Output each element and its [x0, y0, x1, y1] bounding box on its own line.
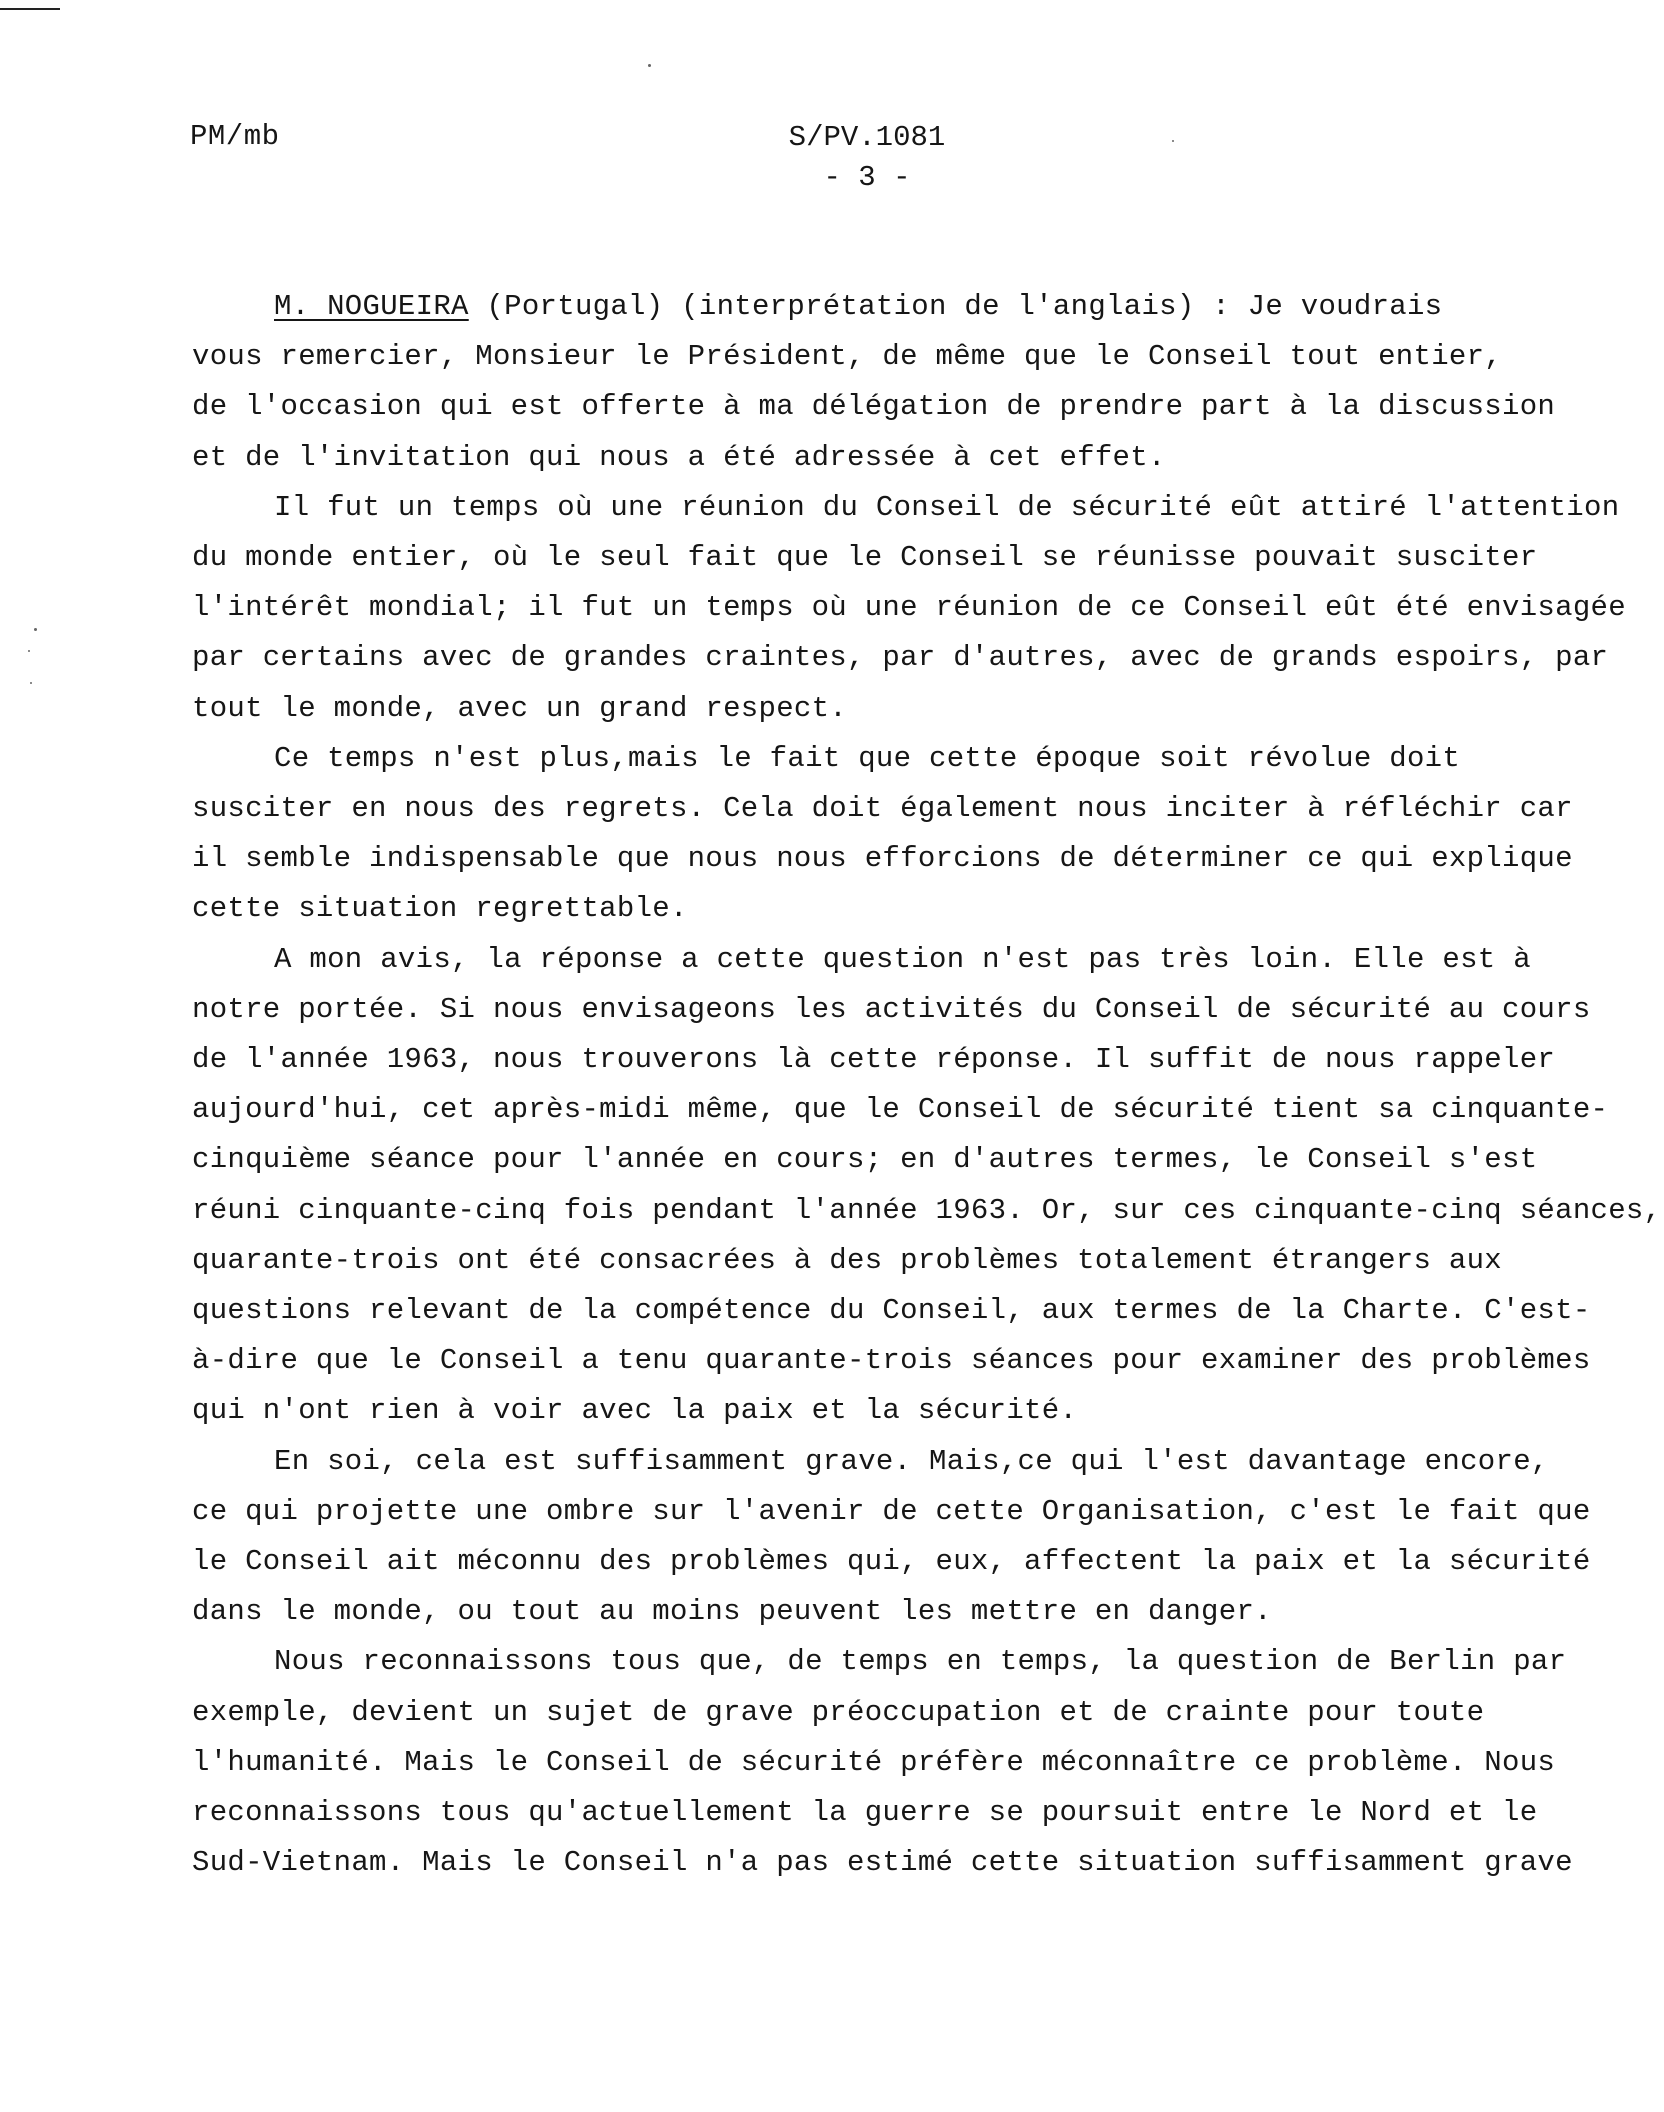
scan-speck: [34, 628, 37, 631]
paragraph-3: [192, 734, 1602, 935]
text-line: aujourd'hui, cet après-midi même, que le Conseil de sécurité tient sa cinquante-: [192, 1093, 1609, 1127]
text-line: dans le monde, ou tout au moins peuvent les mettre en danger.: [192, 1595, 1272, 1629]
text-line: Ce temps n'est plus,mais le fait que cette époque soit révolue doit: [274, 741, 1461, 775]
text-line: qui n'ont rien à voir avec la paix et la sécurité.: [192, 1394, 1078, 1428]
text-line: ce qui projette une ombre sur l'avenir de cette Organisation, c'est le fait que: [192, 1494, 1591, 1528]
speech-opening-line: [192, 282, 1602, 332]
text-line: par certains avec de grandes craintes, par d'autres, avec de grands espoirs, par: [192, 641, 1609, 675]
document-symbol: S/PV.1081: [788, 121, 946, 154]
text-line: cette situation regrettable.: [192, 892, 688, 926]
text-line: l'intérêt mondial; il fut un temps où une réunion de ce Conseil eût été envisagée: [192, 591, 1626, 625]
text-line: de l'occasion qui est offerte à ma délégation de prendre part à la discussion: [192, 390, 1556, 424]
paragraph-6: [192, 1637, 1602, 1888]
scan-speck: [28, 650, 30, 652]
text-line: vous remercier, Monsieur le Président, de même que le Conseil tout entier,: [192, 340, 1503, 374]
text-line: A mon avis, la réponse a cette question n'est pas très loin. Elle est à: [274, 942, 1531, 976]
paragraph-4: [192, 935, 1662, 1437]
text-line: Sud-Vietnam. Mais le Conseil n'a pas estimé cette situation suffisamment grave: [192, 1846, 1573, 1880]
text-line: tout le monde, avec un grand respect.: [192, 691, 848, 725]
text-line: reconnaissons tous qu'actuellement la guerre se poursuit entre le Nord et le: [192, 1796, 1538, 1830]
text-line: de l'année 1963, nous trouverons là cette réponse. Il suffit de nous rappeler: [192, 1043, 1556, 1077]
page-number: - 3 -: [823, 161, 911, 194]
document-header: [0, 118, 1664, 198]
scan-edge-mark: [0, 8, 60, 10]
text-line: questions relevant de la compétence du Conseil, aux termes de la Charte. C'est-: [192, 1294, 1591, 1328]
text-line: réuni cinquante-cinq fois pendant l'année 1963. Or, sur ces cinquante-cinq séances,: [192, 1193, 1662, 1227]
text-line: Il fut un temps où une réunion du Conseil de sécurité eût attiré l'attention: [274, 490, 1620, 524]
text-line: du monde entier, où le seul fait que le Conseil se réunisse pouvait susciter: [192, 541, 1538, 575]
text-line: cinquième séance pour l'année en cours; en d'autres termes, le Conseil s'est: [192, 1143, 1538, 1177]
document-reference: PM/mb: [190, 120, 280, 153]
text-line: à-dire que le Conseil a tenu quarante-trois séances pour examiner des problèmes: [192, 1344, 1591, 1378]
speaker-intro: (Portugal) (interprétation de l'anglais) : Je voudrais: [468, 290, 1443, 323]
text-line: En soi, cela est suffisamment grave. Mais,ce qui l'est davantage encore,: [274, 1444, 1549, 1478]
text-line: exemple, devient un sujet de grave préoccupation et de crainte pour toute: [192, 1695, 1485, 1729]
text-line: il semble indispensable que nous nous efforcions de déterminer ce qui explique: [192, 842, 1573, 876]
text-line: et de l'invitation qui nous a été adressée à cet effet.: [192, 440, 1166, 474]
scan-speck: [30, 682, 32, 684]
document-body: [192, 282, 1662, 1889]
scan-speck: [648, 64, 651, 67]
speaker-name: M. NOGUEIRA: [274, 290, 469, 323]
text-line: quarante-trois ont été consacrées à des problèmes totalement étrangers aux: [192, 1243, 1503, 1277]
text-line: susciter en nous des regrets. Cela doit également nous inciter à réfléchir car: [192, 792, 1573, 826]
text-line: le Conseil ait méconnu des problèmes qui, eux, affectent la paix et la sécurité: [192, 1545, 1591, 1579]
text-line: notre portée. Si nous envisageons les activités du Conseil de sécurité au cours: [192, 992, 1591, 1026]
text-line: Nous reconnaissons tous que, de temps en temps, la question de Berlin par: [274, 1645, 1567, 1679]
paragraph-1: [192, 332, 1602, 483]
text-line: l'humanité. Mais le Conseil de sécurité préfère méconnaître ce problème. Nous: [192, 1745, 1556, 1779]
paragraph-2: [192, 483, 1626, 734]
paragraph-5: [192, 1437, 1602, 1638]
